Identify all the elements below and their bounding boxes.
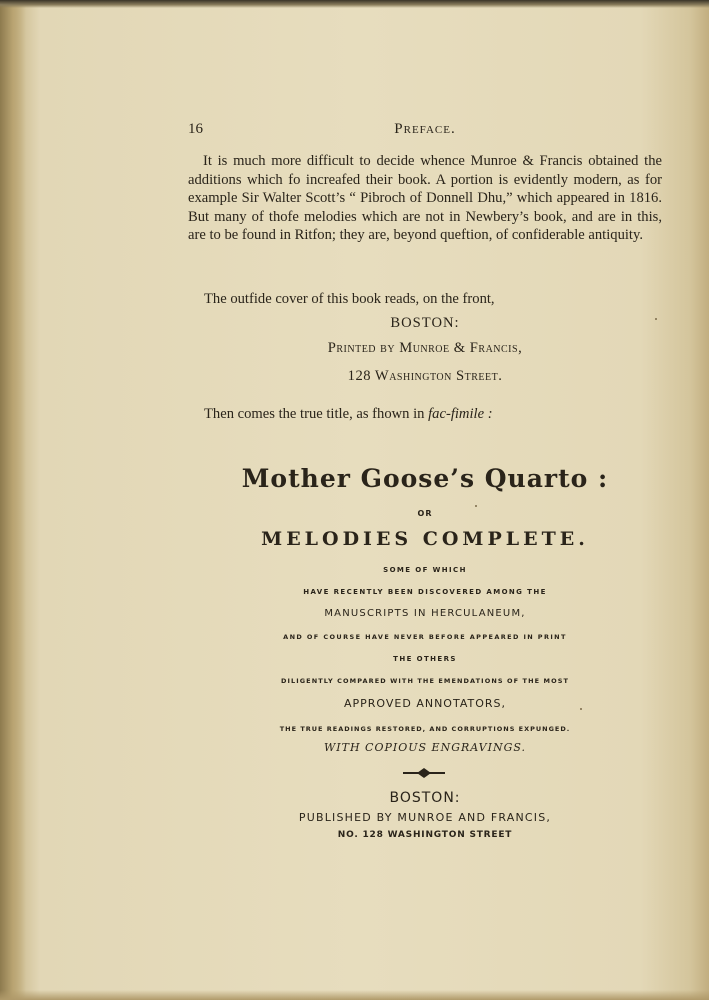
facsimile-manuscripts: MANUSCRIPTS IN HERCULANEUM, [324,608,526,619]
facsimile-and-of-course: AND OF COURSE HAVE NEVER BEFORE APPEARED IN PRINT [283,633,567,641]
facsimile-the-others: THE OTHERS [393,655,457,663]
cover-imprint-printer: Printed by Munroe & Francis, [327,340,523,356]
page-top-edge [0,0,709,8]
facsimile-place: BOSTON: [389,790,461,806]
facsimile-true-readings: THE TRUE READINGS RESTORED, AND CORRUPTIONS EXPUNGED. [279,725,571,733]
page-binding-shadow [0,0,26,1000]
paragraph-3-italic: fac-fimile : [428,406,493,422]
page-bottom-edge [0,990,709,1000]
ornament-rule-icon [403,765,445,781]
facsimile-diligently: DILIGENTLY COMPARED WITH THE EMENDATIONS OF THE MOST [280,677,570,685]
facsimile-or: OR [417,509,433,518]
paragraph-2: The outfide cover of this book reads, on the front, [204,291,495,307]
facsimile-publisher: PUBLISHED BY MUNROE AND FRANCIS, [298,811,552,824]
paragraph-3-text: Then comes the true title, as fhown in [204,406,429,422]
facsimile-with-engravings: WITH COPIOUS ENGRAVINGS. [323,741,527,754]
facsimile-some-of-which: SOME OF WHICH [383,566,467,574]
paragraph-1: It is much more difficult to decide whence Munroe & Francis obtained the additions which fo increafed their book. A portion is evidently modern, as for example Sir Walter Scott’s “ Pibroch of Donnell Dhu,” which appeared in 1816. But many of thofe melodies which are not in Newbery’s book, and are in this, are to be found in Ritfon; they are, beyond queftion, of confiderable antiquity. [188,153,662,244]
paper-speck [475,505,477,507]
page-number: 16 [188,121,203,137]
facsimile-address: NO. 128 WASHINGTON STREET [337,830,513,840]
cover-imprint-city: BOSTON: [390,315,460,331]
paper-speck [655,318,657,320]
running-head: Preface. [394,121,456,137]
cover-imprint-address: 128 Washington Street. [347,368,503,384]
paper-speck [580,708,582,710]
facsimile-have-recently: HAVE RECENTLY BEEN DISCOVERED AMONG THE [303,588,547,596]
paragraph-3 [204,405,662,424]
page-header [188,121,662,143]
facsimile-title: Mother Goose’s Quarto : [241,464,609,493]
facsimile-approved: APPROVED ANNOTATORS, [343,697,507,710]
facsimile-subtitle: MELODIES COMPLETE. [261,528,589,550]
